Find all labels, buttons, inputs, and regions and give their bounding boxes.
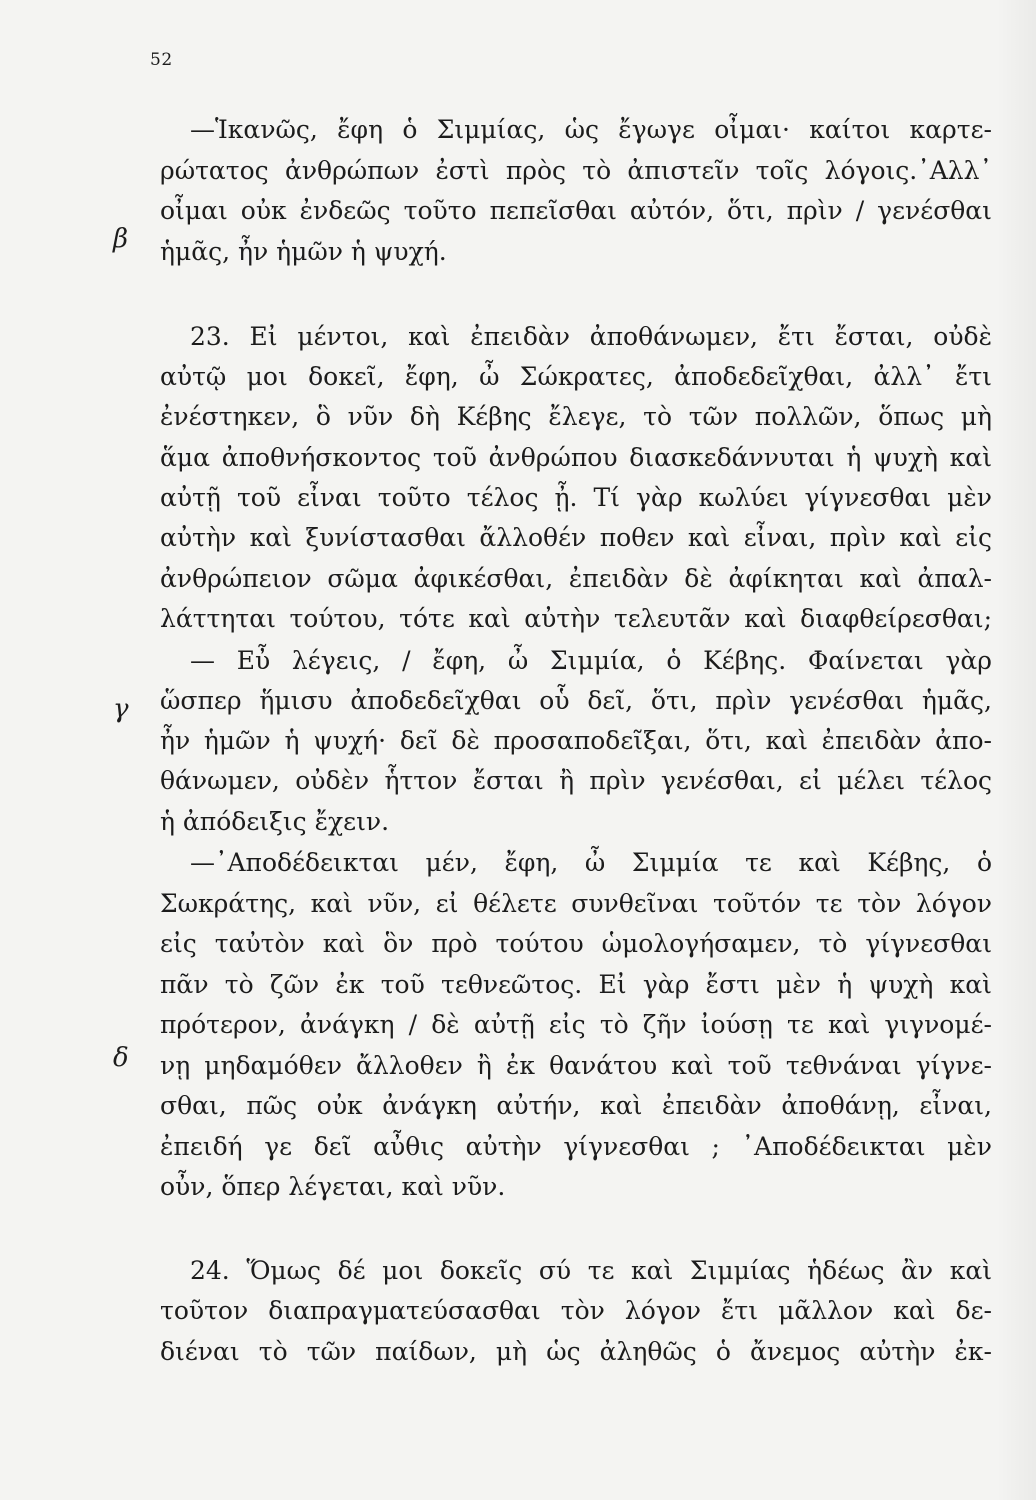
text-line: ἦν ἡμῶν ἡ ψυχή· δεῖ δὲ προσαποδεῖξαι, ὅτι, καὶ ἐπειδὰν ἀπο- (160, 726, 992, 755)
text-line: 23. Εἰ μέντοι, καὶ ἐπειδὰν ἀποθάνωμεν, ἔτι ἔσται, οὐδὲ (190, 322, 992, 351)
text-line: διέναι τὸ τῶν παίδων, μὴ ὡς ἀληθῶς ὁ ἄνεμος αὐτὴν ἐκ- (160, 1337, 992, 1366)
text-line: —᾿Αποδέδεικται μέν, ἔφη, ὦ Σιμμία τε καὶ Κέβης, ὁ (190, 848, 992, 877)
text-line: οἶμαι οὐκ ἐνδεῶς τοῦτο πεπεῖσθαι αὐτόν, ὅτι, πρὶν / γενέσθαι (160, 196, 992, 225)
page-number: 52 (150, 50, 173, 70)
text-line: νῃ μηδαμόθεν ἄλλοθεν ἢ ἐκ θανάτου καὶ τοῦ τεθνάναι γίγνε- (160, 1051, 992, 1080)
text-line: ἐπειδή γε δεῖ αὖθις αὐτὴν γίγνεσθαι ; ᾿Αποδέδεικται μὲν (160, 1132, 992, 1161)
text-line: αὐτῇ τοῦ εἶναι τοῦτο τέλος ᾖ. Τί γὰρ κωλύει γίγνεσθαι μὲν (160, 483, 992, 512)
page-edge-shadow (996, 0, 1036, 1500)
text-line: ἡ ἀπόδειξις ἔχειν. (160, 807, 390, 836)
text-line: οὖν, ὅπερ λέγεται, καὶ νῦν. (160, 1172, 506, 1201)
margin-marker-beta: β (113, 224, 129, 254)
text-line: ἡμᾶς, ἦν ἡμῶν ἡ ψυχή. (160, 237, 447, 266)
text-line: τοῦτον διαπραγματεύσασθαι τὸν λόγον ἔτι μᾶλλον καὶ δε- (160, 1296, 992, 1325)
text-line: ἅμα ἀποθνήσκοντος τοῦ ἀνθρώπου διασκεδάννυται ἡ ψυχὴ καὶ (160, 443, 992, 472)
text-line: ὥσπερ ἥμισυ ἀποδεδεῖχθαι οὗ δεῖ, ὅτι, πρὶν γενέσθαι ἡμᾶς, (160, 686, 992, 715)
text-line: σθαι, πῶς οὐκ ἀνάγκη αὐτήν, καὶ ἐπειδὰν ἀποθάνῃ, εἶναι, (160, 1091, 992, 1120)
margin-marker-delta: δ (113, 1043, 129, 1073)
text-line: πρότερον, ἀνάγκη / δὲ αὐτῇ εἰς τὸ ζῆν ἰούσῃ τε καὶ γιγνομέ- (160, 1010, 992, 1039)
text-line: θάνωμεν, οὐδὲν ἧττον ἔσται ἢ πρὶν γενέσθαι, εἰ μέλει τέλος (160, 766, 992, 795)
text-line: ρώτατος ἀνθρώπων ἐστὶ πρὸς τὸ ἀπιστεῖν τοῖς λόγοις.᾿Αλλ᾿ (160, 156, 992, 185)
text-line: λάττηται τούτου, τότε καὶ αὐτὴν τελευτᾶν καὶ διαφθείρεσθαι; (160, 604, 992, 633)
text-line: ἐνέστηκεν, ὃ νῦν δὴ Κέβης ἔλεγε, τὸ τῶν πολλῶν, ὅπως μὴ (160, 402, 992, 431)
text-line: Σωκράτης, καὶ νῦν, εἰ θέλετε συνθεῖναι τοῦτόν τε τὸν λόγον (160, 889, 992, 918)
text-line: ἀνθρώπειον σῶμα ἀφικέσθαι, ἐπειδὰν δὲ ἀφίκηται καὶ ἀπαλ- (160, 564, 992, 593)
text-line: εἰς ταὐτὸν καὶ ὃν πρὸ τούτου ὡμολογήσαμεν, τὸ γίγνεσθαι (160, 929, 992, 958)
text-line: — Εὖ λέγεις, / ἔφη, ὦ Σιμμία, ὁ Κέβης. Φαίνεται γὰρ (190, 646, 992, 675)
margin-marker-gamma: γ (113, 694, 129, 724)
text-line: αὐτῷ μοι δοκεῖ, ἔφη, ὦ Σώκρατες, ἀποδεδεῖχθαι, ἀλλ᾿ ἔτι (160, 362, 992, 391)
text-line: πᾶν τὸ ζῶν ἐκ τοῦ τεθνεῶτος. Εἰ γὰρ ἔστι μὲν ἡ ψυχὴ καὶ (160, 970, 992, 999)
text-line: αὐτὴν καὶ ξυνίστασθαι ἄλλοθέν ποθεν καὶ εἶναι, πρὶν καὶ εἰς (160, 523, 992, 552)
text-line: 24. Ὅμως δέ μοι δοκεῖς σύ τε καὶ Σιμμίας ἡδέως ἂν καὶ (190, 1256, 992, 1285)
text-line: —Ἱκανῶς, ἔφη ὁ Σιμμίας, ὡς ἔγωγε οἶμαι· καίτοι καρτε- (190, 115, 992, 144)
